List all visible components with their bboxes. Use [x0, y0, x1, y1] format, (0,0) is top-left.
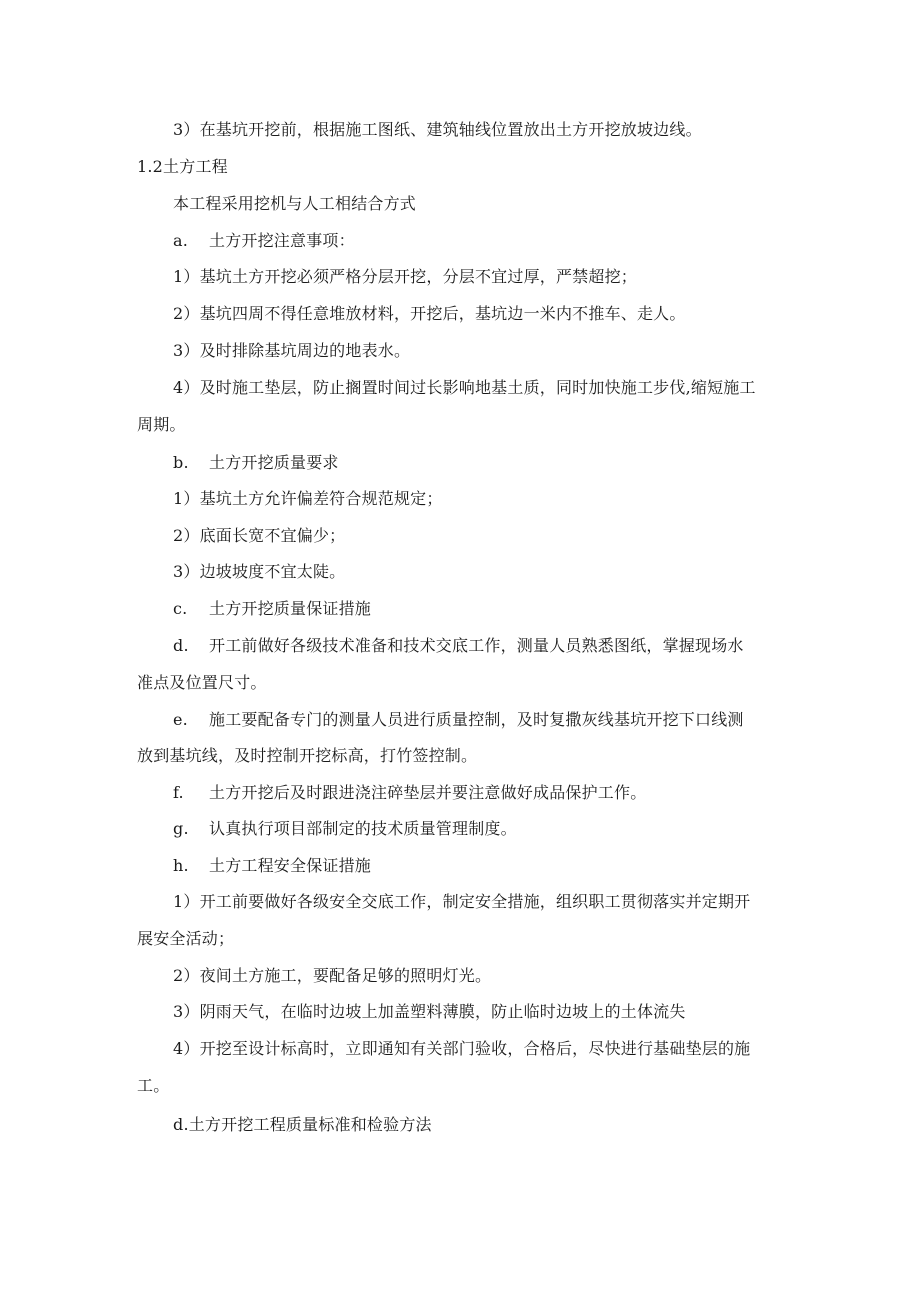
- list-item: 1）基坑土方允许偏差符合规范规定；: [173, 489, 443, 508]
- item-b-marker: b.: [173, 453, 189, 472]
- list-item: 4）及时施工垫层，防止搁置时间过长影响地基土质，同时加快施工步伐,缩短施工: [173, 378, 756, 397]
- item-e: [173, 710, 744, 730]
- item-g-marker: g.: [173, 819, 189, 838]
- item-d-text: 开工前做好各级技术准备和技术交底工作，测量人员熟悉图纸，掌握现场水: [209, 636, 744, 655]
- item-c: [173, 599, 371, 619]
- list-item: 2）夜间土方施工，要配备足够的照明灯光。: [173, 966, 492, 985]
- list-item: 2）底面长宽不宜偏少；: [173, 526, 346, 545]
- list-item: 2）基坑四周不得任意堆放材料，开挖后，基坑边一米内不推车、走人。: [173, 304, 686, 323]
- list-item: 4）开挖至设计标高时，立即通知有关部门验收，合格后，尽快进行基础垫层的施: [173, 1039, 751, 1058]
- item-h-marker: h.: [173, 856, 189, 875]
- item-h-text: 土方工程安全保证措施: [209, 856, 372, 875]
- item-f-text: 土方开挖后及时跟进浇注碎垫层并要注意做好成品保护工作。: [209, 783, 647, 802]
- item-e-text: 施工要配备专门的测量人员进行质量控制，及时复撒灰线基坑开挖下口线测: [209, 710, 744, 729]
- subsection-heading: d.土方开挖工程质量标准和检验方法: [173, 1115, 432, 1134]
- item-e-marker: e.: [173, 710, 188, 729]
- item-f: [173, 783, 646, 803]
- list-item: 3）及时排除基坑周边的地表水。: [173, 341, 411, 360]
- list-item: 3）阴雨天气，在临时边坡上加盖塑料薄膜，防止临时边坡上的土体流失: [173, 1002, 686, 1021]
- item-g: [173, 819, 517, 839]
- item-c-text: 土方开挖质量保证措施: [209, 599, 372, 618]
- paragraph-method: 本工程采用挖机与人工相结合方式: [173, 194, 417, 213]
- item-e-continuation: 放到基坑线，及时控制开挖标高，打竹签控制。: [137, 746, 478, 765]
- paragraph-marking-lines: 3）在基坑开挖前，根据施工图纸、建筑轴线位置放出土方开挖放坡边线。: [173, 120, 702, 139]
- list-item: 1）开工前要做好各级安全交底工作，制定安全措施，组织职工贯彻落实并定期开: [173, 892, 751, 911]
- item-a: [173, 231, 355, 251]
- item-d-continuation: 准点及位置尺寸。: [137, 673, 267, 692]
- item-g-text: 认真执行项目部制定的技术质量管理制度。: [209, 819, 517, 838]
- item-d: [173, 636, 744, 656]
- item-b: [173, 453, 339, 473]
- item-f-marker: f.: [173, 783, 184, 802]
- list-item-continuation: 工。: [137, 1076, 170, 1095]
- list-item: 1）基坑土方开挖必须严格分层开挖，分层不宜过厚，严禁超挖；: [173, 267, 637, 286]
- item-a-marker: a.: [173, 231, 189, 250]
- list-item-continuation: 展安全活动；: [137, 929, 235, 948]
- list-item-continuation: 周期。: [137, 415, 186, 434]
- item-b-text: 土方开挖质量要求: [209, 453, 339, 472]
- item-d-marker: d.: [173, 636, 189, 655]
- item-a-text: 土方开挖注意事项：: [209, 231, 355, 250]
- item-c-marker: c.: [173, 599, 188, 618]
- list-item: 3）边坡坡度不宜太陡。: [173, 562, 346, 581]
- item-h: [173, 856, 371, 876]
- section-heading: 1.2土方工程: [137, 157, 228, 176]
